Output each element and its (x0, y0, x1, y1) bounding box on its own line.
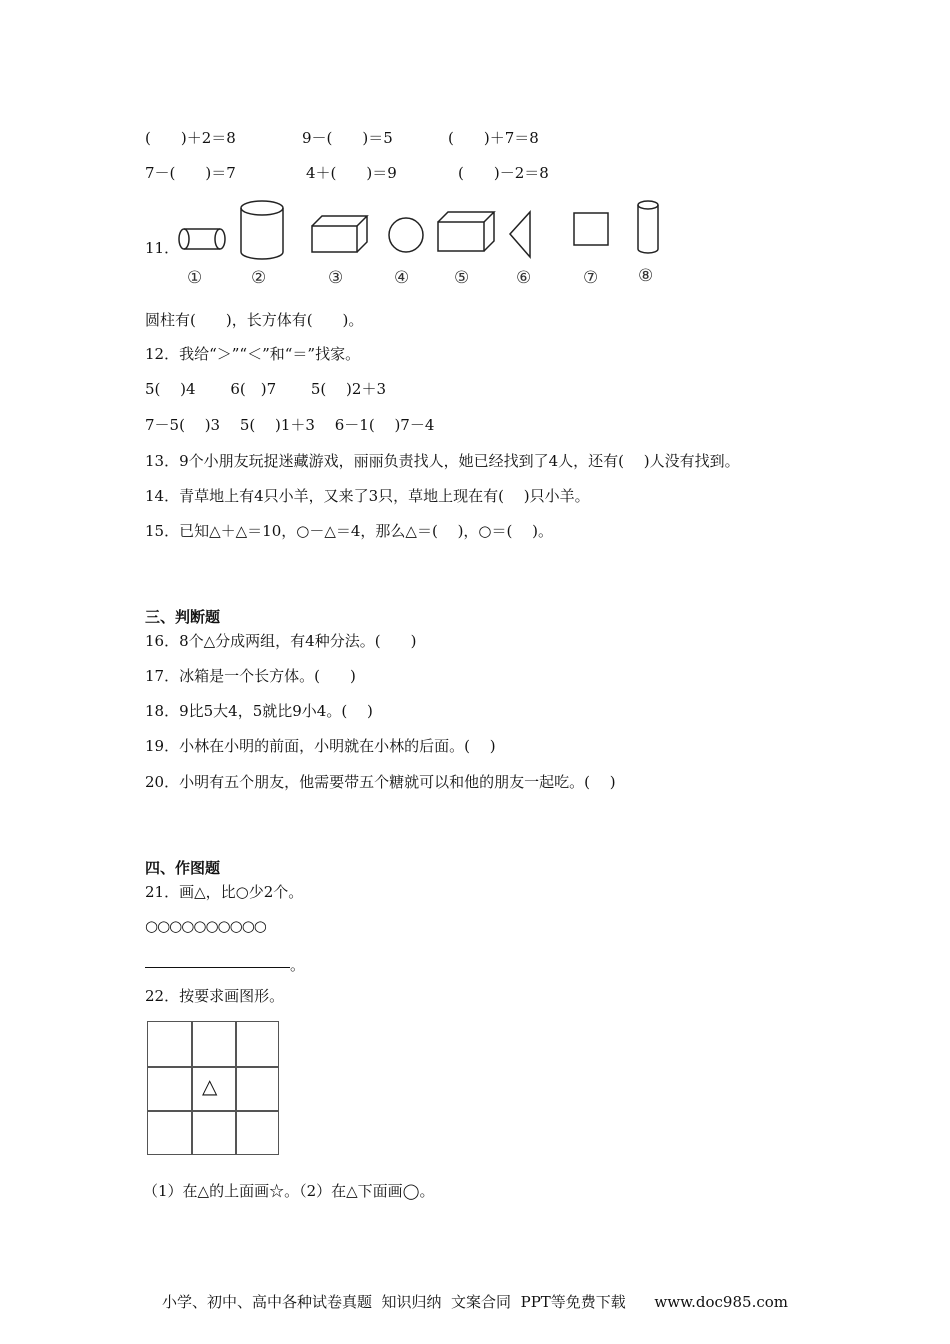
equation-2-3: ( )－2＝8 (458, 164, 549, 182)
shape-large-cylinder (241, 201, 283, 259)
q21-answer-line[interactable] (145, 967, 290, 968)
equation-1-2: 9－( )＝5 (302, 129, 393, 147)
shape-triangle (510, 212, 530, 257)
grid-vline-2 (235, 1022, 237, 1154)
q15: 15．已知△＋△＝10，○－△＝4，那么△＝( )，○＝( )。 (145, 522, 553, 540)
shape-label-3: ③ (328, 268, 344, 288)
q18: 18．9比5大4，5就比9小4。( ) (145, 702, 373, 720)
q12-row1: 5( )4 6( )7 5( )2＋3 (145, 380, 386, 398)
page-footer: 小学、初中、高中各种试卷真题 知识归纳 文案合同 PPT等免费下载 www.doc985.com (161, 1293, 788, 1311)
shape-circle (389, 218, 423, 252)
q19: 19．小林在小明的前面，小明就在小林的后面。( ) (145, 737, 496, 755)
q16: 16．8个△分成两组，有4种分法。( ) (145, 632, 417, 650)
q21: 21．画△，比○少2个。 (145, 883, 304, 901)
q17: 17．冰箱是一个长方体。( ) (145, 667, 356, 685)
shape-label-7: ⑦ (583, 268, 599, 288)
section4-title: 四、作图题 (145, 859, 221, 877)
grid-hline-1 (148, 1066, 278, 1068)
shape-label-6: ⑥ (516, 268, 532, 288)
shape-label-2: ② (251, 268, 267, 288)
q20: 20．小明有五个朋友，他需要带五个糖就可以和他的朋友一起吃。( ) (145, 773, 616, 791)
grid-hline-2 (148, 1110, 278, 1112)
shape-horizontal-cylinder (179, 229, 225, 249)
shape-square (574, 213, 608, 245)
q22: 22．按要求画图形。 (145, 987, 285, 1005)
grid-vline-1 (191, 1022, 193, 1154)
grid-triangle: △ (202, 1074, 218, 1098)
equation-2-1: 7－( )＝7 (145, 164, 236, 182)
shape-label-8: ⑧ (638, 266, 654, 286)
q22-instructions: （1）在△的上面画☆。（2）在△下面画◯。 (143, 1182, 435, 1200)
equation-2-2: 4＋( )＝9 (306, 164, 397, 182)
q12-title: 12．我给“＞”“＜”和“＝”找家。 (145, 345, 361, 363)
shape-label-4: ④ (394, 268, 410, 288)
section3-title: 三、判断题 (145, 608, 221, 626)
equation-1-1: ( )＋2＝8 (145, 129, 236, 147)
shape-label-1: ① (187, 268, 203, 288)
q11-question: 圆柱有( )，长方体有( )。 (145, 311, 364, 329)
shape-label-5: ⑤ (454, 268, 470, 288)
q13: 13．9个小朋友玩捉迷藏游戏，丽丽负责找人，她已经找到了4人，还有( )人没有找到。 (145, 452, 740, 470)
shape-cuboid-small (312, 216, 367, 252)
drawing-grid[interactable] (147, 1021, 279, 1155)
q12-row2: 7－5( )3 5( )1＋3 6－1( )7－4 (145, 416, 435, 434)
q21-circles: ○○○○○○○○○○ (145, 917, 266, 935)
q21-end: 。 (290, 956, 306, 974)
q11-number: 11． (145, 239, 180, 257)
shape-cuboid-large (438, 212, 494, 251)
shape-small-cylinder (638, 201, 658, 253)
q14: 14．青草地上有4只小羊，又来了3只，草地上现在有( )只小羊。 (145, 487, 590, 505)
equation-1-3: ( )＋7＝8 (448, 129, 539, 147)
shapes-figure (170, 195, 670, 265)
